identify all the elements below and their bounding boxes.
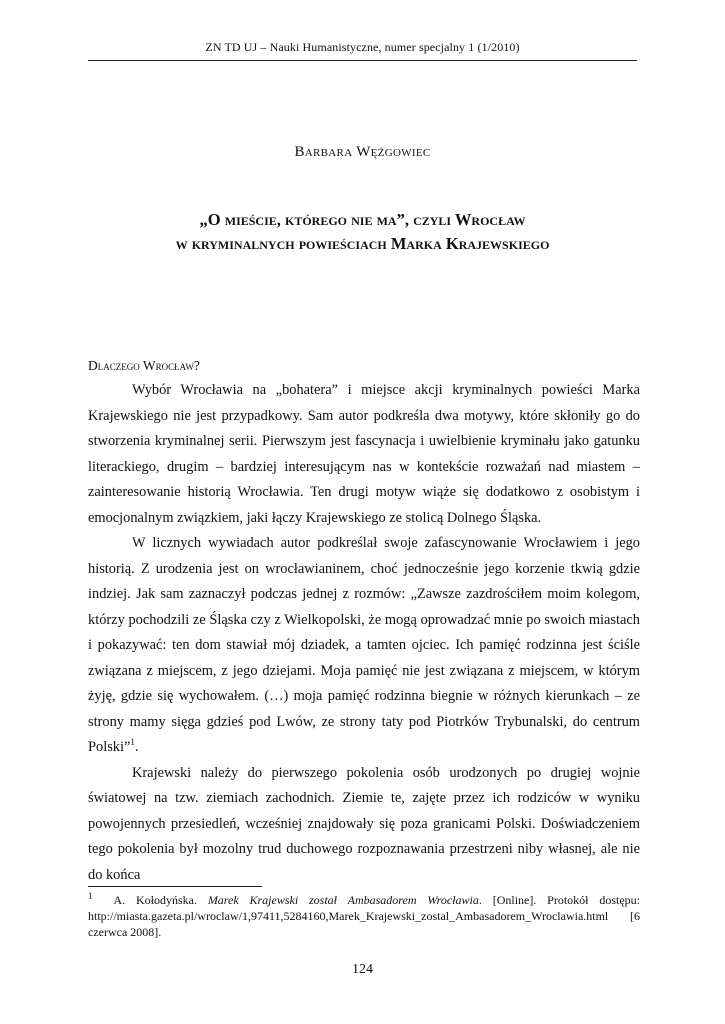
footnote-title: Marek Krajewski został Ambasadorem Wrocławia xyxy=(207,893,479,907)
header-rule xyxy=(88,60,637,61)
running-head: ZN TD UJ – Nauki Humanistyczne, numer specjalny 1 (1/2010) xyxy=(205,40,520,54)
footnote xyxy=(88,892,640,940)
article-title xyxy=(88,208,637,256)
author-name: Barbara Wężgowiec xyxy=(294,144,431,160)
paragraph-3: Krajewski należy do pierwszego pokolenia osób urodzonych po drugiej wojnie światowej na tzw. ziemiach zachodnich. Ziemie te, zajęte przez ich rodziców w wyniku powojennych przesiedleń, wcześniej znajdowały się poza granicami Polski. Doświadczeniem tego pokolenia był mozolny trud duchowego rozpoznawania przestrzeni niby własnej, ale nie do końca xyxy=(88,764,640,883)
footnote-details: . [Online]. Protokół dostępu: http://miasta.gazeta.pl/wroclaw/1,97411,5284160,Marek_Krajewski_zostal_Ambasadorem_Wroclawia.html [6 czerwca 2008]. xyxy=(88,893,640,939)
page-number: 124 xyxy=(352,962,373,977)
paragraph-2-text: W licznych wywiadach autor podkreślał swoje zafascynowanie Wrocławiem i jego historią. Z urodzenia jest on wrocławianinem, choć jednocześnie jego korzenie tkwią gdzie indziej. Jak sam zaznaczył podczas jednej z rozmów: „Zawsze zazdrościłem moim kolegom, którzy pochodzili ze Śląska czy z Wielkopolski, że mogą oprowadzać mnie po swoich miastach i pokazywać: ten dom stawiał mój dziadek, a tamten ojciec. Ich pamięć rodzinna jest ściśle związana z miejscem, z jego dziejami. Moja pamięć nie jest związana z miejscem, w którym żyję, gdzie się wychowałem. (…) moja pamięć rodzinna biegnie w różnych kierunkach – ze strony mamy sięga gdzieś pod Lwów, ze strony taty pod Piotrków Trybunalski, do centrum Polski” xyxy=(88,535,640,755)
footnote-ref: 1 xyxy=(130,737,135,748)
footnote-number: 1 xyxy=(88,891,93,901)
title-line-2: w kryminalnych powieściach Marka Krajewskiego xyxy=(175,234,550,253)
article-body xyxy=(88,378,640,888)
footnote-author: A. Kołodyńska. xyxy=(113,893,197,907)
title-line-1: „O mieście, którego nie ma”, czyli Wrocław xyxy=(199,210,526,229)
section-heading: Dlaczego Wrocław? xyxy=(88,358,200,373)
footnote-rule xyxy=(88,886,262,887)
paragraph-2: W licznych wywiadach autor podkreślał swoje zafascynowanie Wrocławiem i jego historią. Z urodzenia jest on wrocławianinem, choć jednocześnie jego korzenie tkwią gdzie indziej. Jak sam zaznaczył podczas jednej z rozmów: „Zawsze zazdrościłem moim kolegom, którzy pochodzili ze Śląska czy z Wielkopolski, że mogą oprowadzać mnie po swoich miastach i pokazywać: ten dom stawiał mój dziadek, a tamten ojciec. Ich pamięć rodzinna jest ściśle związana z miejscem, z jego dziejami. Moja pamięć nie jest związana z miejscem, w którym żyję, gdzie się wychowałem. (…) moja pamięć rodzinna biegnie w różnych kierunkach – ze strony mamy sięga gdzieś pod Lwów, ze strony taty pod Piotrków Trybunalski, do centrum Polski”$^1$. xyxy=(88,535,640,755)
paragraph-1: Wybór Wrocławia na „bohatera” i miejsce akcji kryminalnych powieści Marka Krajewskiego nie jest przypadkowy. Sam autor podkreśla dwa motywy, które skłoniły go do stworzenia kryminalnej serii. Pierwszym jest fascynacja i uwielbienie kryminału jako gatunku literackiego, drugim – bardziej interesującym nas w kontekście rozważań nad miastem – zainteresowanie historią Wrocławia. Ten drugi motyw wiąże się dodatkowo z osobistym i emocjonalnym związkiem, jaki łączy Krajewskiego ze stolicą Dolnego Śląska. xyxy=(88,382,640,526)
